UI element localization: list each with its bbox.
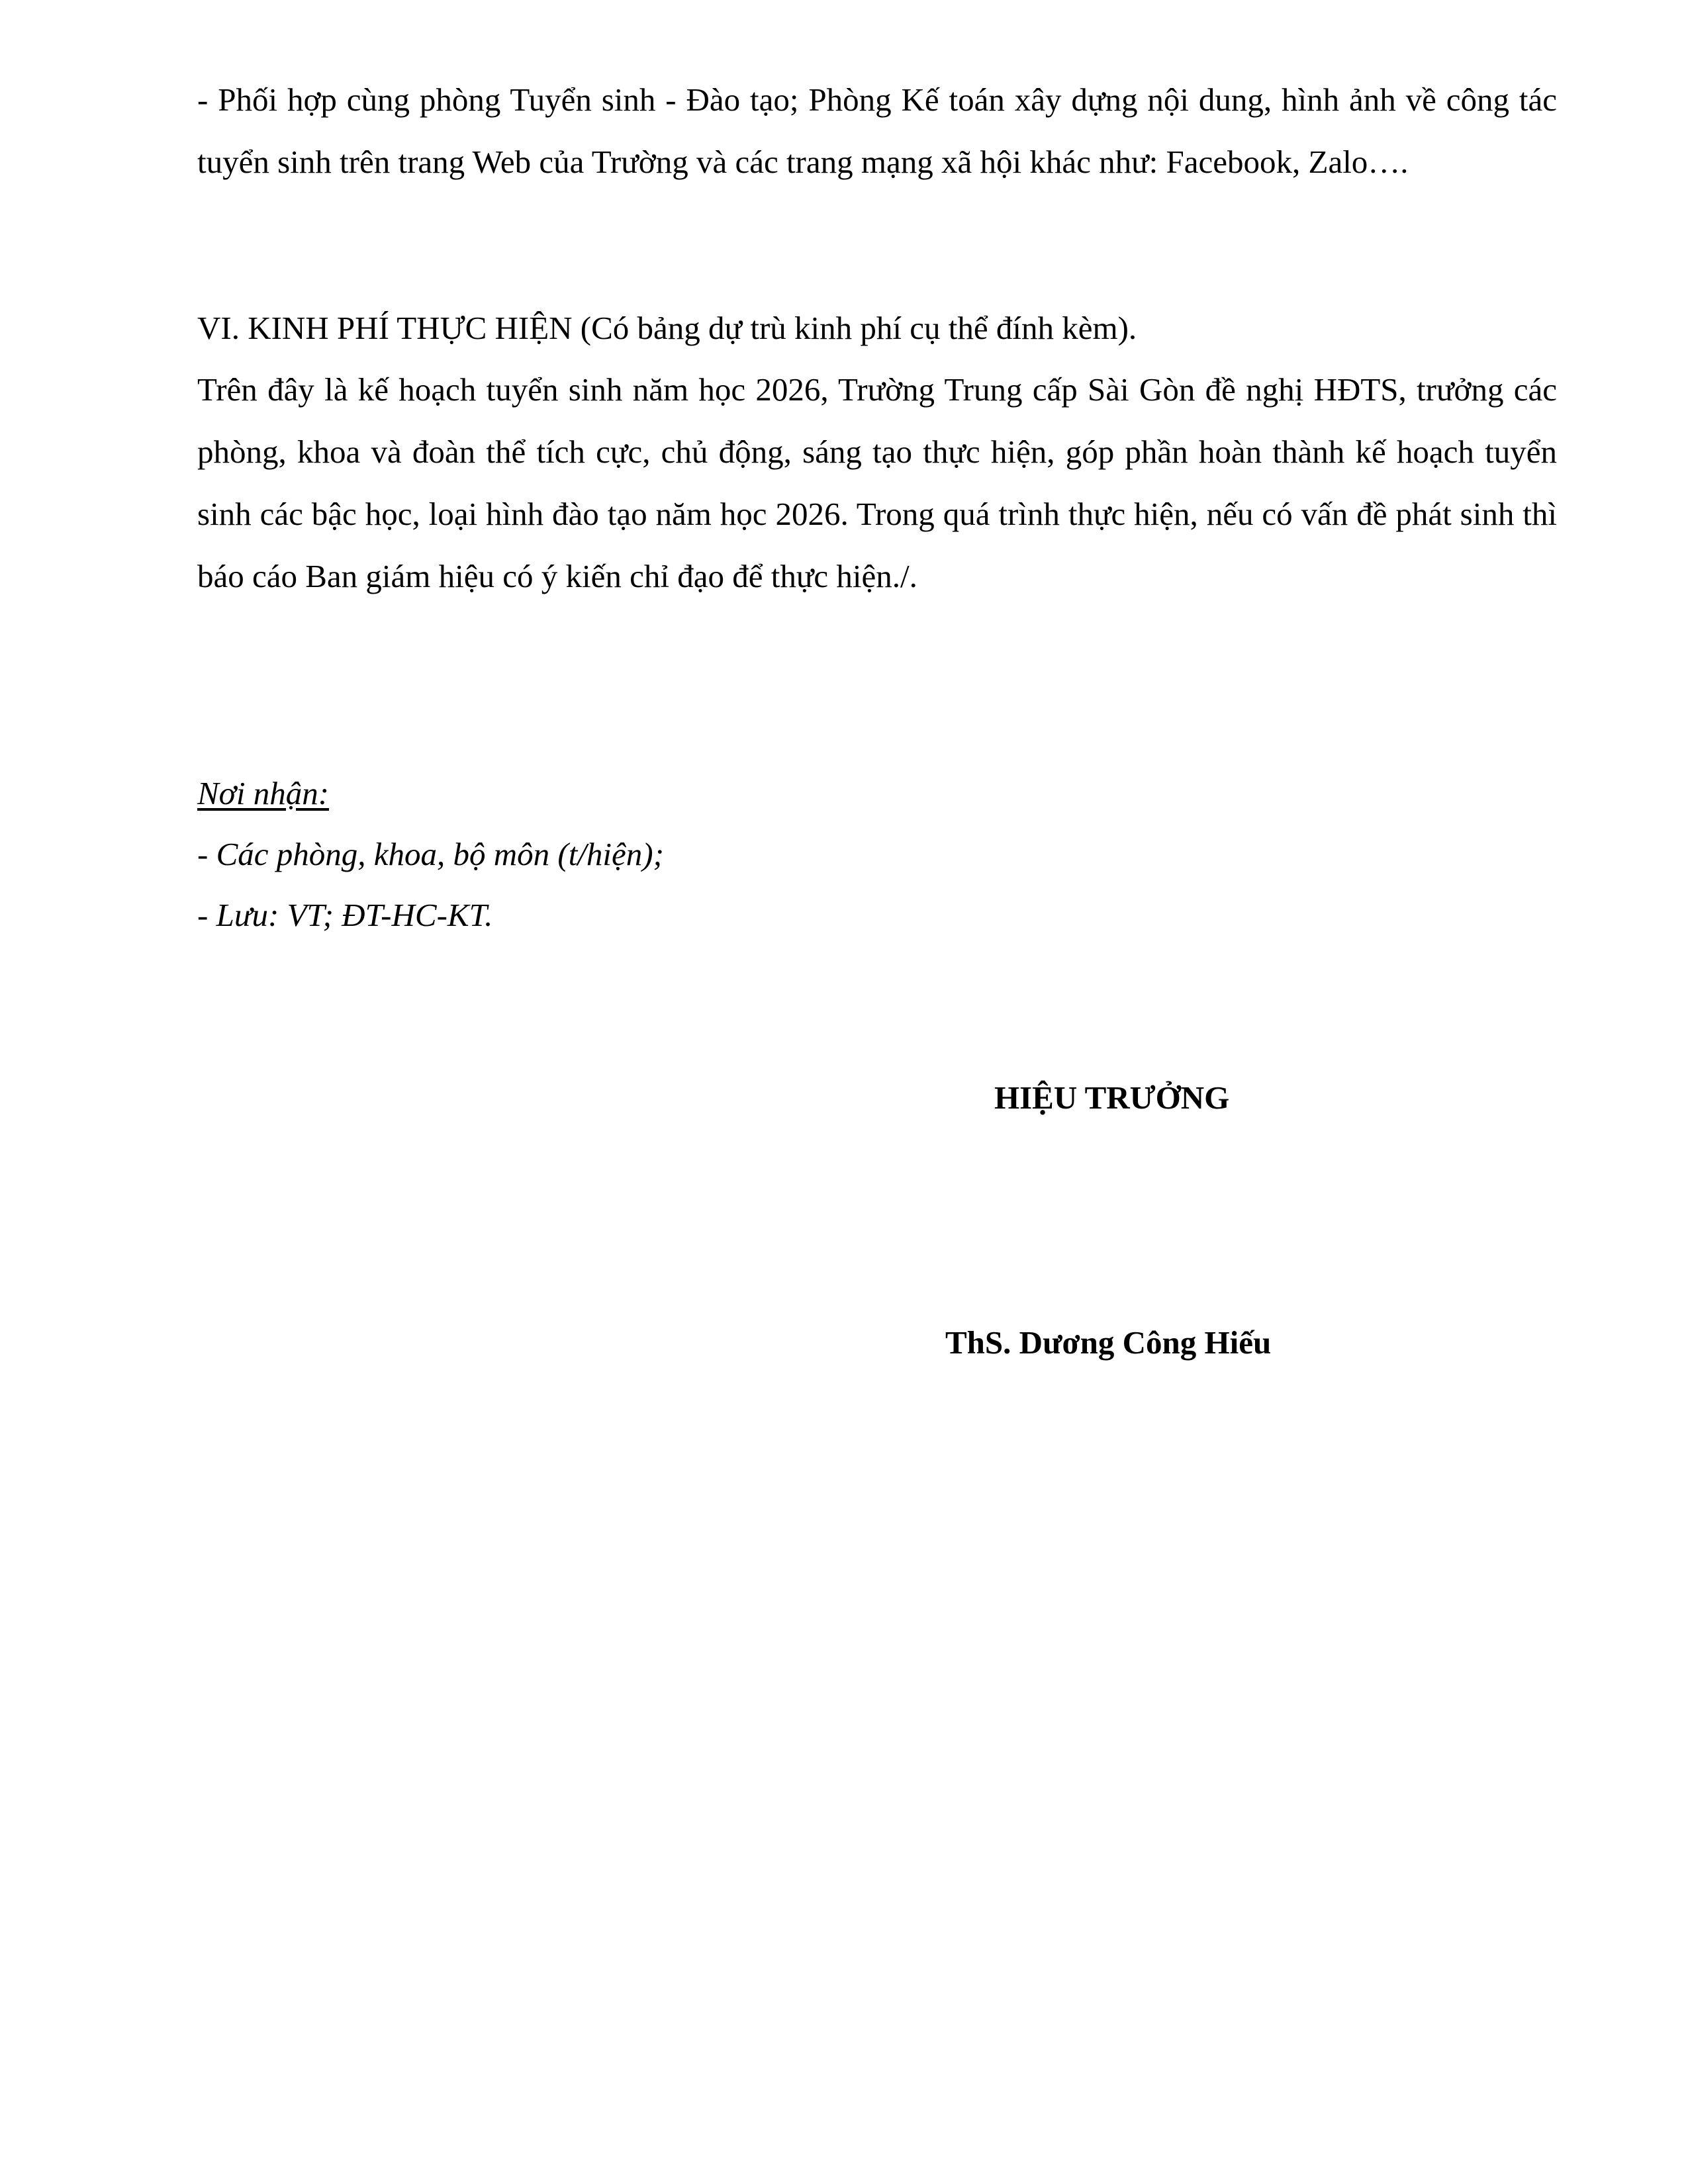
recipient-item: - Các phòng, khoa, bộ môn (t/hiện);	[197, 836, 664, 872]
paragraph-coordination: - Phối hợp cùng phòng Tuyển sinh - Đào tạo; Phòng Kế toán xây dựng nội dung, hình ảnh về công tác tuyển sinh trên trang Web của Trường và các trang mạng xã hội khác như: Facebook, Zalo….	[197, 81, 1557, 180]
signature-title: HIỆU TRƯỞNG	[994, 1079, 1230, 1116]
recipients-title: Nơi nhận:	[197, 775, 330, 811]
signer-name: ThS. Dương Công Hiếu	[945, 1324, 1272, 1361]
recipients-block	[197, 763, 664, 946]
section-vi-heading: VI. KINH PHÍ THỰC HIỆN (Có bảng dự trù kinh phí cụ thể đính kèm).	[197, 310, 1137, 346]
recipient-item: - Lưu: VT; ĐT-HC-KT.	[197, 897, 493, 933]
paragraph-conclusion: Trên đây là kế hoạch tuyển sinh năm học 2026, Trường Trung cấp Sài Gòn đề nghị HĐTS, trưởng các phòng, khoa và đoàn thể tích cực, chủ động, sáng tạo thực hiện, góp phần hoàn thành kế hoạch tuyển sinh các bậc học, loại hình đào tạo năm học 2026. Trong quá trình thực hiện, nếu có vấn đề phát sinh thì báo cáo Ban giám hiệu có ý kiến chỉ đạo để thực hiện./.	[197, 371, 1557, 594]
